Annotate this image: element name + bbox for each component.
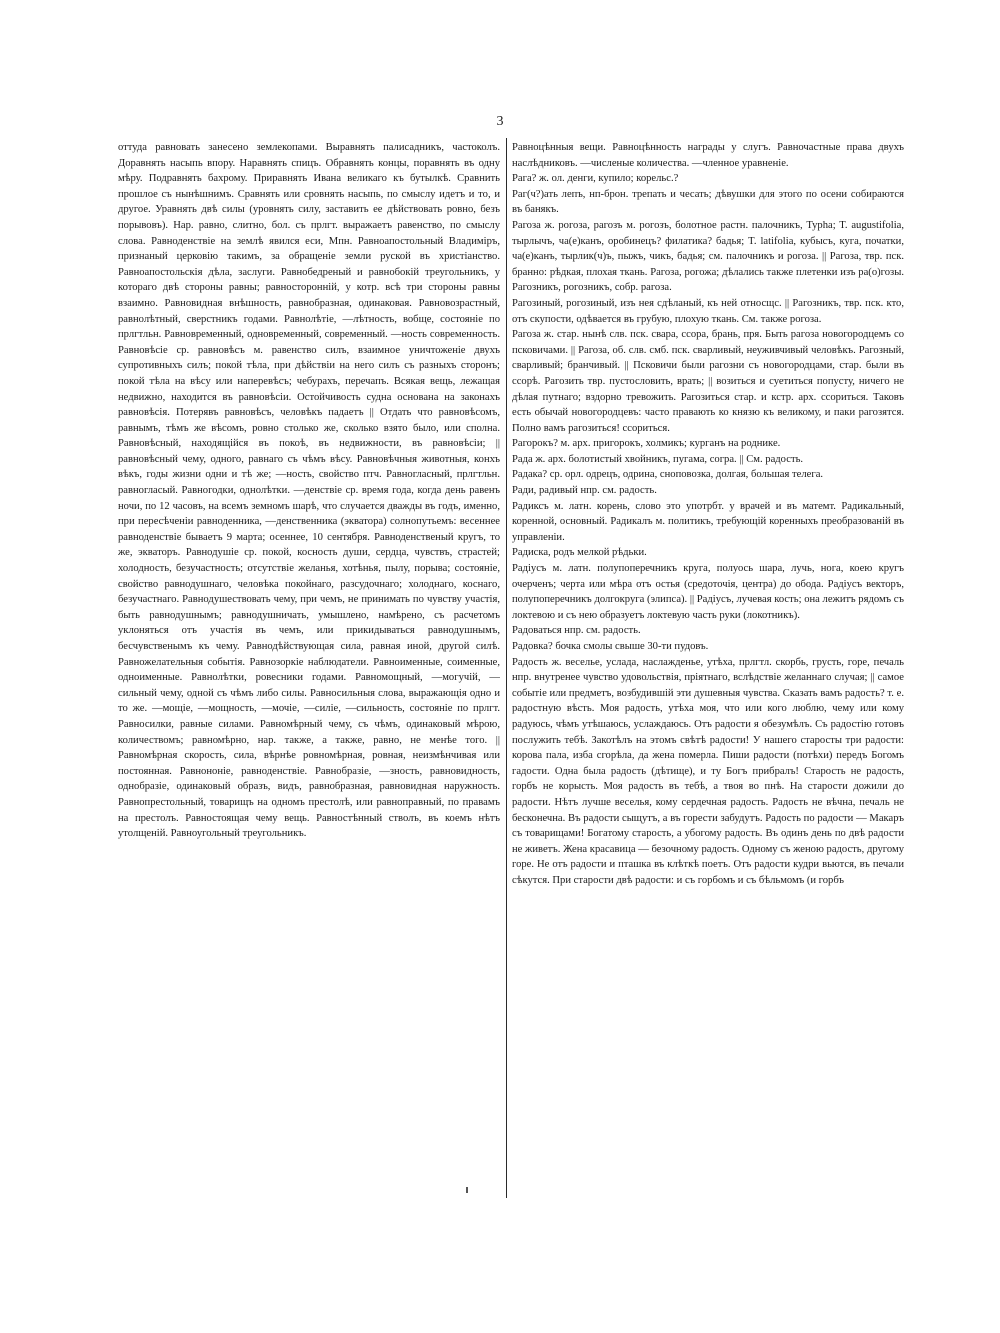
entry-raga: Рага? ж. ол. денги, купило; корельс.? [512,173,679,185]
entry-radaka: Радака? ср. орл. одрецъ, одрина, сноповозка, долгая, большая телега. [512,469,824,481]
column-divider [506,138,507,1198]
entry-radovka: Радовка? бочка смолы свыше 30-ти пудовъ. [512,641,709,652]
entry-rada: Рада ж. арх. болотистый хвойникъ, пугама, согра. || См. радость. [512,453,804,465]
entry-ragoza-plant: Рагоза ж. рогоза, рагозъ м. рогозъ, болотное растн. палочникъ, Typha; T. augustifolia, тырлычъ, ча(е)канъ, оробинецъ? филатика? бадья; T. latifolia, кубысъ, куга, початки, ча(е)канъ, тырлик(ч)ъ, пыжъ, чикъ, бадья; см. палочникъ и рогоза. || Рагоза, твр. пск. бранно: рѣдкая, плохая ткань. Рагоза, рогожа; дѣлались также плетенки изъ ра(о)гозы. Рагозникъ, рогозникъ, собр. рагоза. [512,219,904,294]
entry-radiska: Радиска, родъ мелкой рѣдьки. [512,547,647,559]
entry-radiks: Радиксъ м. латн. корень, слово это употрбт. у врачей и въ матемт. Радикальный, коренной, основный. Радикалъ м. политикъ, требующій коренныхъ преобразованій въ управленіи. [512,500,904,543]
entry-radovatsya: Радоваться нпр. см. радость. [512,625,641,637]
entry-ragoziny: Рагозиный, рогозиный, изъ нея сдѣланый, къ ней относщс. || Рагозникъ, твр. пск. кто, отъ скупости, одѣвается въ грубую, плохую ткань. См. также рогоза. [512,297,904,325]
right-column [512,140,904,910]
page-number: 3 [496,114,504,129]
entry-ravnotsennyya: Равноцѣнныя вещи. Равноцѣнность награды у слугъ. Равночастные права двухъ наслѣдниковъ. —численые количества. —членное уравненіе. [512,142,904,169]
entry-radi: Ради, радивый нпр. см. радость. [512,485,657,497]
entry-radius: Радіусъ м. латн. полупоперечникъ круга, полуось шара, лучь, нога, коею кругъ очерченъ; черта или мѣра отъ остья (средоточія, центра) до обода. Радіусъ векторъ, полупоперечникъ долгокруга (элипса). || Радіусъ, лучевая кость; она лежитъ рядомъ съ локтевою и съ нею образуетъ локтевую часть руки (локотникъ). [512,563,904,621]
left-column-entries: оттуда равновать занесено землекопами. Выравнять палисадникъ, частоколъ. Доравнять насыпь впору. Наравнять спицъ. Обравнять концы, поравнять въ одну мѣру. Подравнять бахрому. Приравнять Ивана великаго къ бутылкѣ. Сравнить прошлое съ нынѣшнимъ. Сравнять или сровнять насыпь, по смыслу идетъ и то, и другое. Уравнять двѣ силы (уровнять силу, заставить ее дѣйствовать ровно, безъ порывовъ). Нар. равно, слитно, бол. съ прлгт. выражаетъ равенство, по смыслу слова. Равноденствіе на землѣ явился еси, Мпн. Равноапостольный Владиміръ, признаный церковію такимъ, за обращеніе земли руской въ христіанство. Равноапостольскія дѣла, заслуги. Равнобедреный и равнобокій треугольникъ, у котораго двѣ стороны равны; равносторонній, у котр. всѣ три стороны равны взаимно. Равновидная внѣшность, равнобразная, одинаковая. Равновозрастный, равнолѣтный, сверстникъ годами. Равнолѣтіе, —лѣтность, вобще, состояніе по прлгтльн. Равновременный, одновременный, современный. —ность современность. Равновѣсіе ср. равновѣсъ м. равенство силъ, взаимное уничтоженіе двухъ супротивныхъ силъ; покой тѣла, при дѣйствіи на него силъ съ разныхъ сторонъ; покой тѣла на вѣсу или наперевѣсъ; чебурахъ, перечапъ. Всякая вещь, лежащая недвижно, находится въ равновѣсіи. Остойчивость судна основана на законахъ равновѣсія. Потерявъ равновѣсъ, человѣкъ падаетъ || Отдать что равновѣсомъ, равнымъ, тѣмъ же вѣсомъ, ровно столько же, сколько взято было, или сполна. Равновѣсный, находящійся въ покоѣ, въ недвижности, въ равновѣсіи; || равновѣсный чему, одного, равнаго съ чѣмъ вѣсу. Равновѣчныя животныя, конхъ вѣкъ, годы жизни одни и тѣ же; —ность, свойство птч. Равногласный, прлгтльн. равногласый. Равногодки, однолѣтки. —денствіе ср. время года, когда день равенъ ночи, по 12 часовъ, на всемъ земномъ шарѣ, что случается дважды въ годъ, именно, при пересѣченіи равноденника, —денственника (экватора) солнопутьемъ: весеннее равноденствіе бываетъ 9 марта; осеннее, 10 сентября. Равноденственый кругъ, то же, экваторъ. Равнодушіе ср. покой, косность души, сердца, чувствъ, страстей; холодность, безучастность; отсутствіе желанья, хотѣнья, пылу, порыва; состояніе, свойство равнодушнаго, человѣка покойнаго, разсудочнаго; холоднаго, коснаго, безучастнаго. Равнодушествовать чему, при чемъ, не принимать по чувству участія, быть равнодушнымъ; равнодушничать, умышлено, намѣрено, съ расчетомъ уклоняться отъ участія въ чемъ, или прикидываться равнодушнымъ, бесчувственымъ къ чему. Равнодѣйствующая сила, равная иной, другой силѣ. Равножелательныя событія. Равнозоркіе наблюдатели. Равноименные, соименные, одноименные. Равнолѣтки, ровесники годами. Равномощный, —могучій, —сильный чему, одной съ чѣмъ либо силы. Равносильныя слова, выражающія одно и то же. —мощіе, —мощность, —мочіе, —силіе, —сильность, состояніе по прлгт. Равносилки, равные силами. Равномѣрный чему, съ чѣмъ, одинаковый мѣрою, количествомъ; равномѣрно, нар. также, а также, равно, не менѣе того. || Равномѣрная скорость, сила, вѣрнѣе ровномѣрная, ровная, неизмѣнчивая или постоянная. Равнононіе, равноденствіе. Равнобразіе, —зность, равновидность, однобразіе, одинаковый образъ, видъ, равнобразная, равновидная наружность. Равнопрестольный, товарищъ на одномъ престолѣ, или равноправный, по правамъ на престолъ. Равностоящая чему вещь. Равностѣнный стволъ, въ коемъ нѣтъ утолщеній. Равноугольный треугольникъ. [118,142,500,840]
entry-ragorok: Рагорокъ? м. арх. пригорокъ, холмикъ; курганъ на роднике. [512,438,781,450]
print-speck [466,1187,468,1193]
entry-radost: Радость ж. веселье, услада, наслажденье, утѣха, прлгтл. скорбь, грусть, горе, печаль нпр. внутренее чувство удовольствія, пріятнаго, вслѣдствіе желаннаго случая; || самое событіе или предметъ, возбудившій эти душевныя чувства. Сказать вамъ радость? т. е. радостную вѣсть. Моя радость, утѣха моя, что или кого люблю, чему или кому радуюсь, чѣмъ утѣшаюсь, услаждаюсь. Отъ радости я обезумѣлъ. Съ радостію готовъ послужить тебѣ. Закотѣлъ на этомъ свѣтѣ радости! У нашего старосты три радости: корова пала, изба сгорѣла, да жена померла. Пиши радости (потѣхи) передъ Богомъ гадости. Одна была радость (дѣтище), и ту Богъ прибралъ! Старость не радость, горбъ не корысть. Моя радость въ тебѣ, а твоя во пнѣ. На старости дожили до радости. Нѣтъ лучше веселья, кому сердечная радость. Радость не вѣчна, печаль не бесконечна. Въ радости сыщутъ, а въ горести забудутъ. Радость по радости — Макаръ съ товарищами! Богатому старость, а убогому радость. Въ одинъ день по двѣ радости не живетъ. Жена красавица — безочному радость. Одному съ женою радость, другому горе. Не отъ радости и пташка въ клѣткѣ поетъ. Отъ радости кудри вьются, въ печали сѣкутся. При старости двѣ радости: и съ горбомъ и съ бѣльмомъ (и горбъ [512,656,904,886]
entry-ragoza-quarrel: Рагоза ж. стар. нынѣ слв. пск. свара, ссора, брань, пря. Быть рагоза новогородцемъ со псковичами. || Рагоза, об. слв. смб. пск. сварливый, неуживчивый человѣкъ. Рагозный, сварливый; бранчивый. || Псковичи были рагозни съ новогородцами, стар. были въ ссорѣ. Рагозить твр. пустословить, врать; || возиться и суетиться попусту, ничего не дѣлая путнаго; вздорно тревожить. Рагозиться стар. и кстр. арх. ссориться. Таковъ есть обычай новогородцевъ: часто правають ко князю къ великому, и паки рагозятся. Полно вамъ рагозиться! ссориться. [512,329,904,434]
entry-ragat: Раг(ч?)ать лепъ, нп-брон. трепать и чесать; дѣвушки для этого по осени собираются въ банякъ. [512,188,904,216]
left-column [118,140,500,1160]
